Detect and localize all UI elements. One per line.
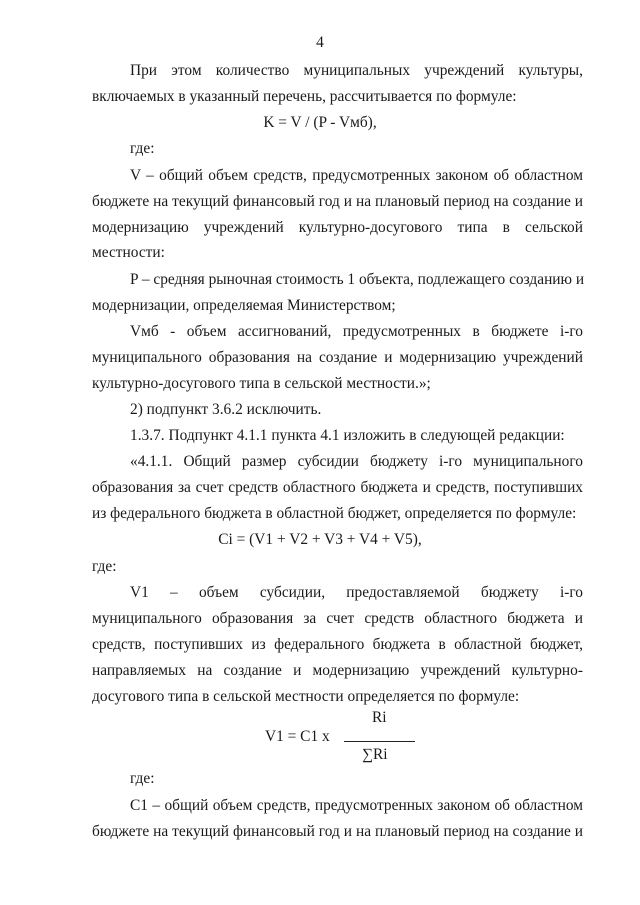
paragraph-line: P – средняя рыночная стоимость 1 объекта, подлежащего созданию и bbox=[130, 271, 585, 288]
paragraph-line: муниципального образования на создание и модернизацию учреждений bbox=[92, 349, 583, 366]
paragraph-line: 1.3.7. Подпункт 4.1.1 пункта 4.1 изложить в следующей редакции: bbox=[130, 427, 565, 444]
paragraph-line: бюджете на текущий финансовый год и на плановый период на создание и bbox=[92, 193, 583, 210]
formula-k: K = V / (P - Vмб), bbox=[263, 114, 377, 131]
paragraph-line: образования за счет средств областного бюджета и средств, поступивших bbox=[92, 479, 583, 496]
paragraph-line: местности: bbox=[92, 244, 165, 261]
paragraph-line: При этом количество муниципальных учреждений культуры, bbox=[130, 62, 583, 79]
paragraph-line: модернизации, определяемая Министерством; bbox=[92, 297, 396, 314]
paragraph-line: Vмб - объем ассигнований, предусмотренных в бюджете i-го bbox=[130, 323, 583, 340]
where-label: где: bbox=[130, 770, 155, 787]
paragraph-line: C1 – общий объем средств, предусмотренных законом об областном bbox=[130, 797, 583, 814]
paragraph-line: муниципального образования за счет средств областного бюджета и bbox=[92, 610, 583, 627]
where-label: где: bbox=[130, 140, 155, 157]
where-label: где: bbox=[92, 558, 117, 575]
paragraph-line: культурно-досугового типа в сельской местности.»; bbox=[92, 375, 431, 392]
paragraph-line: включаемых в указанный перечень, рассчитывается по формуле: bbox=[92, 88, 517, 105]
paragraph-line: V – общий объем средств, предусмотренных законом об областном bbox=[130, 167, 583, 184]
paragraph-line: из федерального бюджета в областной бюджет, определяется по формуле: bbox=[92, 505, 577, 522]
paragraph-line: направляемых на создание и модернизацию учреждений культурно- bbox=[92, 662, 583, 679]
paragraph-line: досугового типа в сельской местности определяется по формуле: bbox=[92, 688, 520, 705]
paragraph-line: бюджете на текущий финансовый год и на плановый период на создание и bbox=[92, 823, 583, 840]
formula-v1-denominator: ∑Ri bbox=[362, 746, 388, 763]
fraction-bar bbox=[344, 741, 415, 742]
formula-v1-numerator: Ri bbox=[372, 709, 387, 726]
formula-ci: Ci = (V1 + V2 + V3 + V4 + V5), bbox=[218, 531, 422, 548]
paragraph-line: «4.1.1. Общий размер субсидии бюджету i-го муниципального bbox=[130, 453, 583, 470]
paragraph-line: средств, поступивших из федерального бюджета в областной бюджет, bbox=[92, 636, 583, 653]
formula-v1-left: V1 = C1 x bbox=[265, 728, 330, 745]
paragraph-line: 2) подпункт 3.6.2 исключить. bbox=[130, 401, 322, 418]
page-number: 4 bbox=[316, 34, 324, 51]
paragraph-line: модернизацию учреждений культурно-досугового типа в сельской bbox=[92, 219, 583, 236]
paragraph-line: V1 – объем субсидии, предоставляемой бюджету i-го bbox=[130, 584, 583, 601]
